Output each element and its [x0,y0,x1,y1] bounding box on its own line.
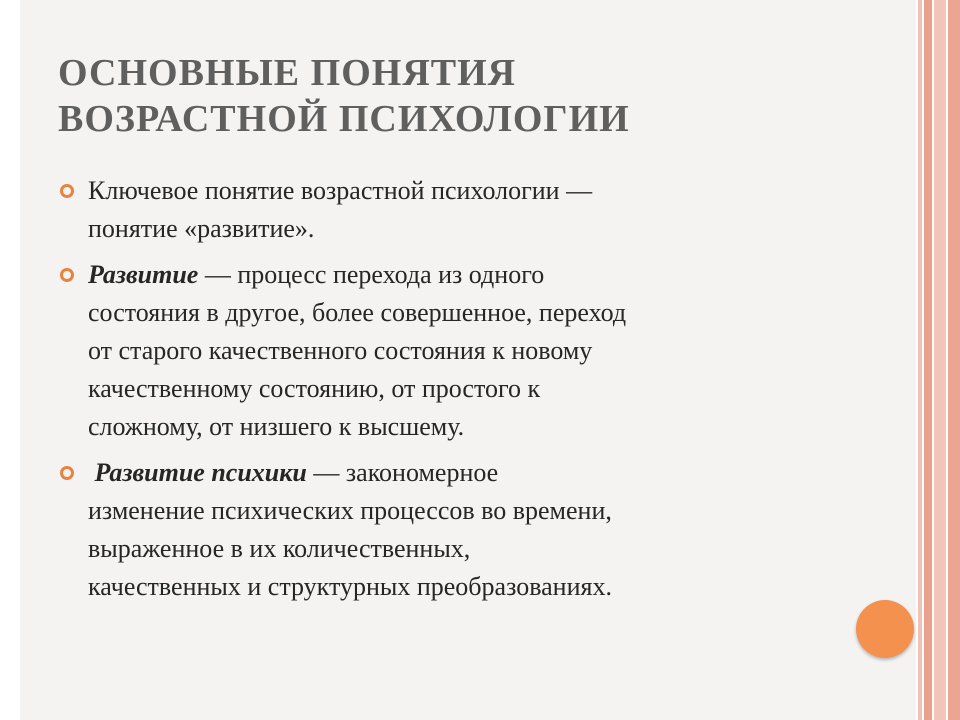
bullet-circle-icon [60,466,74,480]
bullet-item [58,256,858,446]
bullet-first-line [88,454,858,492]
bullet-circle-icon [60,268,74,282]
decorative-stripe [934,0,946,720]
bullet-first-line [88,256,858,294]
bullet-text-line: изменение психических процессов во времени, [88,496,612,525]
bullet-text-line: выраженное в их количественных, [88,534,471,563]
decorative-stripe [924,0,932,720]
bullet-term: Развитие психики [88,458,307,487]
bullet-item [58,454,858,606]
bullet-text-line: состояния в другое, более совершенное, переход [88,298,627,327]
title-line: ВОЗРАСТНОЙ ПСИХОЛОГИИ [58,98,630,140]
decorative-stripe [918,0,922,720]
bullet-text-line: понятие «развитие». [88,214,315,243]
bullet-text-line: Ключевое понятие возрастной психологии — [88,176,593,205]
slide-title [58,50,878,142]
bullet-item [58,172,858,248]
bullet-term: Развитие [88,260,199,289]
bullet-text: — процесс перехода из одного [198,260,545,289]
bullet-text-line: качественных и структурных преобразованиях. [88,572,612,601]
bullet-text-line: сложному, от низшего к высшему. [88,412,465,441]
bullet-list [58,172,858,614]
bullet-text-line: качественному состоянию, от простого к [88,374,541,403]
bullet-text: — закономерное [306,458,499,487]
bullet-text-line: от старого качественного состояния к новому [88,336,593,365]
title-line: ОСНОВНЫЕ ПОНЯТИЯ [58,52,517,94]
decorative-circle [856,600,914,658]
bullet-circle-icon [60,184,74,198]
decorative-stripe [948,0,960,720]
